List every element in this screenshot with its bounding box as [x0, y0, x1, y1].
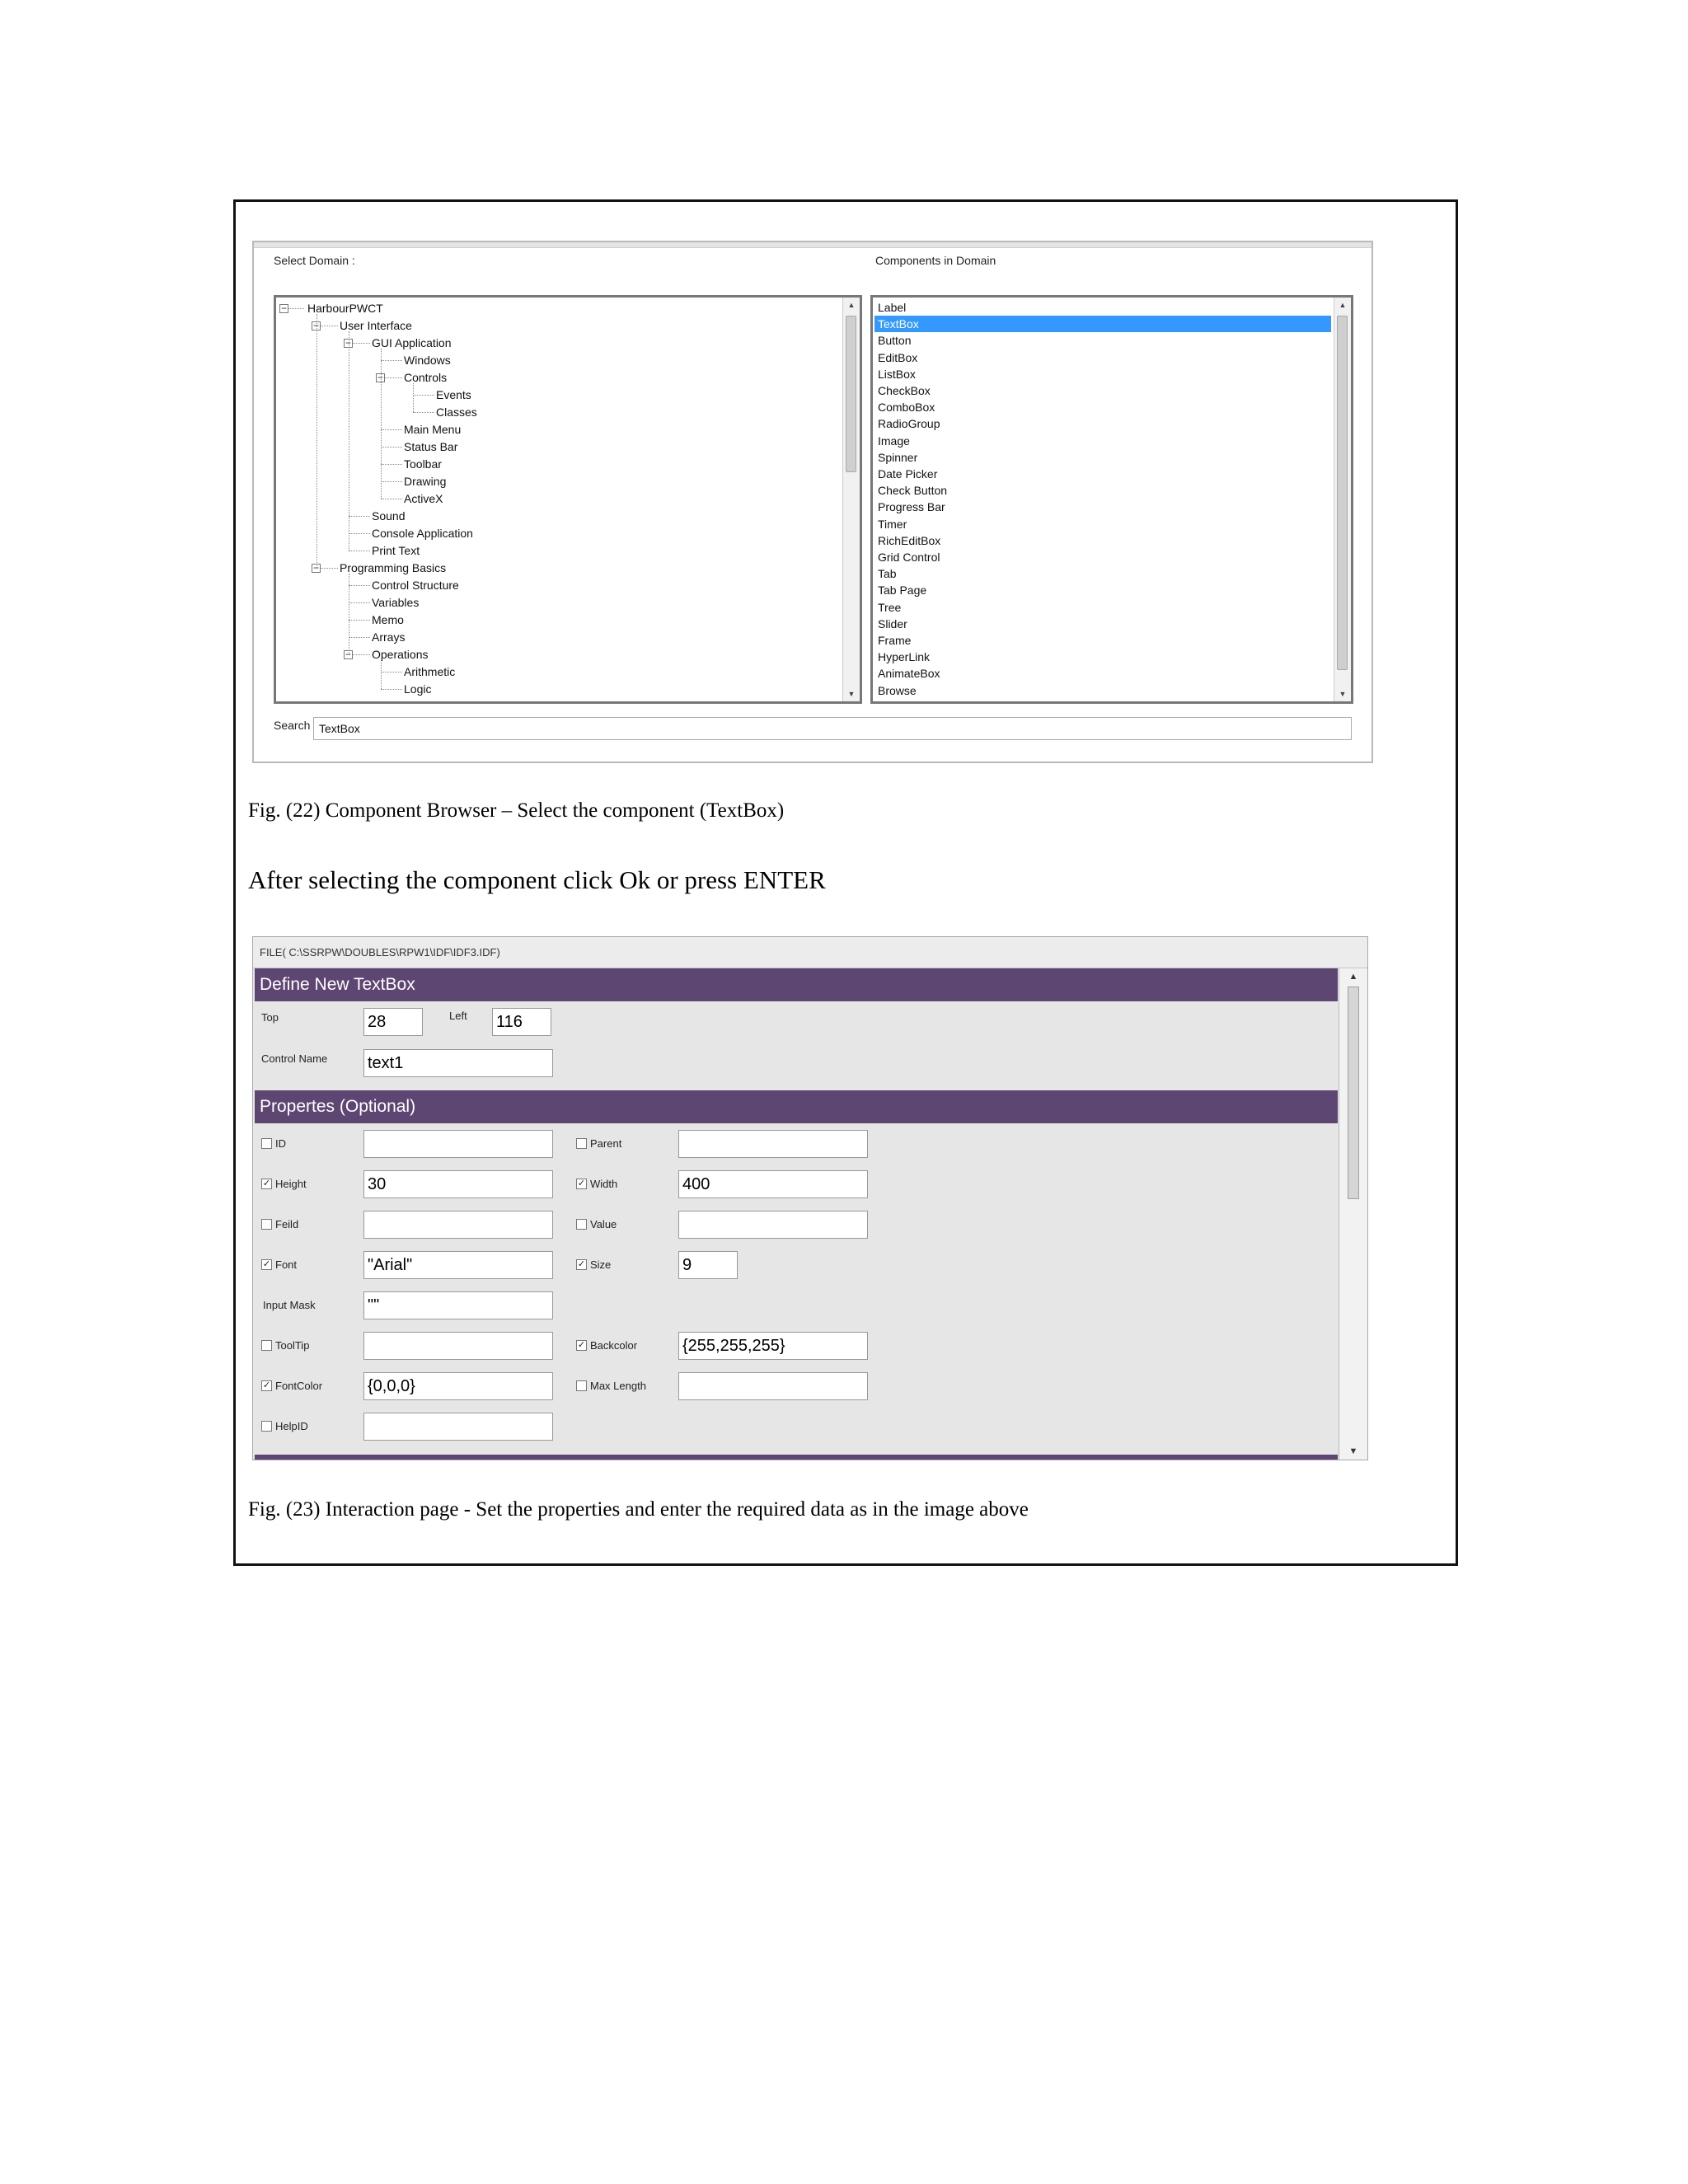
tree-node-gui-application[interactable]: GUI Application [372, 336, 452, 349]
form-scrollbar[interactable] [1339, 968, 1367, 1460]
parent-label: Parent [590, 1137, 622, 1150]
helpid-checkbox[interactable] [261, 1421, 272, 1432]
scroll-down-icon[interactable]: ▼ [1339, 690, 1347, 698]
list-item[interactable]: HyperLink [878, 650, 931, 664]
backcolor-input[interactable] [678, 1332, 868, 1360]
control-name-label: Control Name [261, 1052, 328, 1065]
domain-tree[interactable] [274, 295, 862, 704]
interaction-page [252, 936, 1368, 1460]
list-item[interactable]: Check Button [878, 484, 948, 498]
tree-node-toolbar[interactable]: Toolbar [404, 457, 442, 471]
left-input[interactable] [492, 1008, 551, 1036]
tree-node-user-interface[interactable]: User Interface [340, 319, 412, 332]
tooltip-input[interactable] [363, 1332, 553, 1360]
list-item[interactable]: RadioGroup [878, 417, 940, 431]
value-input[interactable] [678, 1211, 868, 1239]
size-label: Size [590, 1258, 612, 1271]
tree-scrollbar[interactable] [842, 298, 860, 701]
tree-node-controls[interactable]: Controls [404, 371, 448, 384]
helpid-label: HelpID [275, 1420, 308, 1432]
list-scrollbar[interactable] [1334, 298, 1351, 701]
input-mask-label: Input Mask [263, 1299, 316, 1311]
fontcolor-checkbox[interactable]: ✓ [262, 1380, 271, 1390]
value-checkbox[interactable] [576, 1219, 587, 1230]
tree-node-logic[interactable]: Logic [404, 682, 432, 696]
list-item[interactable]: Image [878, 434, 910, 448]
scroll-thumb[interactable] [1337, 316, 1348, 670]
id-checkbox[interactable] [261, 1138, 272, 1149]
tree-node-control-structure[interactable]: Control Structure [372, 579, 459, 592]
figure-23-caption: Fig. (23) Interaction page - Set the properties and enter the required data as in the image above [248, 1498, 1029, 1521]
font-label: Font [275, 1258, 298, 1271]
tree-collapse-icon[interactable]: − [312, 320, 319, 331]
scroll-down-icon[interactable]: ▼ [847, 690, 856, 698]
size-checkbox[interactable]: ✓ [577, 1259, 586, 1269]
domain-tree-content [276, 298, 842, 701]
list-item[interactable]: TextBox [874, 316, 1331, 332]
list-item[interactable]: Label [878, 301, 907, 314]
scroll-up-icon[interactable]: ▲ [1348, 972, 1358, 982]
tree-node-events[interactable]: Events [436, 388, 471, 401]
tree-node-activex[interactable]: ActiveX [404, 492, 443, 505]
list-item[interactable]: EditBox [878, 350, 918, 364]
list-item[interactable]: Tab Page [878, 583, 927, 598]
width-input[interactable] [678, 1170, 868, 1198]
list-item[interactable]: ComboBox [878, 401, 935, 415]
tooltip-checkbox[interactable] [261, 1340, 272, 1351]
list-item[interactable]: Button [878, 334, 912, 348]
id-input[interactable] [363, 1130, 553, 1158]
list-item[interactable]: Spinner [878, 450, 918, 464]
list-item[interactable]: RichEditBox [878, 533, 941, 547]
next-section-header [255, 1455, 1338, 1460]
tree-node-windows[interactable]: Windows [404, 354, 451, 367]
tree-collapse-icon[interactable]: − [377, 372, 383, 383]
feild-input[interactable] [363, 1211, 553, 1239]
tree-node-print-text[interactable]: Print Text [372, 544, 420, 557]
font-input[interactable] [363, 1251, 553, 1279]
tree-node-sound[interactable]: Sound [372, 509, 406, 523]
value-label: Value [590, 1218, 617, 1230]
list-item[interactable]: Tree [878, 600, 902, 614]
tree-node-arithmetic[interactable]: Arithmetic [404, 665, 456, 678]
maxlength-input[interactable] [678, 1372, 868, 1400]
file-path-bar: FILE( C:\SSRPW\DOUBLES\RPW1\IDF\IDF3.IDF) [253, 937, 1367, 968]
height-input[interactable] [363, 1170, 553, 1198]
font-checkbox[interactable]: ✓ [262, 1259, 271, 1269]
width-label: Width [590, 1178, 618, 1190]
list-item[interactable]: Progress Bar [878, 500, 945, 514]
feild-label: Feild [275, 1218, 299, 1230]
left-label: Left [449, 1010, 467, 1022]
properties-header: Propertes (Optional) [255, 1090, 1338, 1123]
components-in-domain-label: Components in Domain [875, 254, 996, 267]
feild-checkbox[interactable] [261, 1219, 272, 1230]
tree-node-programming-basics[interactable]: Programming Basics [340, 561, 447, 574]
height-checkbox[interactable]: ✓ [262, 1179, 271, 1188]
control-name-input[interactable] [363, 1049, 553, 1077]
list-item[interactable]: AnimateBox [878, 667, 940, 681]
tooltip-label: ToolTip [275, 1339, 310, 1352]
input-mask-input[interactable] [363, 1291, 553, 1319]
id-label: ID [275, 1137, 286, 1150]
tree-collapse-icon[interactable]: − [345, 337, 351, 349]
height-label: Height [275, 1178, 307, 1190]
fontcolor-label: FontColor [275, 1380, 323, 1392]
components-list[interactable] [870, 295, 1353, 704]
width-checkbox[interactable]: ✓ [577, 1179, 586, 1188]
tree-node-classes[interactable]: Classes [436, 405, 477, 419]
top-input[interactable] [363, 1008, 423, 1036]
parent-input[interactable] [678, 1130, 868, 1158]
figure-22-caption: Fig. (22) Component Browser – Select the component (TextBox) [248, 799, 785, 822]
maxlength-label: Max Length [590, 1380, 646, 1392]
backcolor-label: Backcolor [590, 1339, 638, 1352]
maxlength-checkbox[interactable] [576, 1380, 587, 1391]
scroll-thumb[interactable] [1348, 987, 1359, 1199]
tree-node-console-application[interactable]: Console Application [372, 527, 473, 540]
fontcolor-input[interactable] [363, 1372, 553, 1400]
backcolor-checkbox[interactable]: ✓ [577, 1340, 586, 1350]
tree-node-status-bar[interactable]: Status Bar [404, 440, 458, 453]
component-browser [252, 241, 1373, 763]
list-item[interactable]: Timer [878, 517, 907, 531]
list-item[interactable]: ListBox [878, 367, 916, 381]
tree-collapse-icon[interactable]: − [345, 649, 351, 660]
tree-node-main-menu[interactable]: Main Menu [404, 423, 462, 436]
list-item[interactable]: CheckBox [878, 384, 931, 397]
define-textbox-header: Define New TextBox [255, 968, 1338, 1001]
search-input[interactable] [313, 717, 1352, 740]
top-label: Top [261, 1011, 279, 1024]
tree-collapse-icon[interactable]: − [280, 302, 287, 314]
size-input[interactable] [678, 1251, 738, 1279]
list-item[interactable]: Grid Control [878, 551, 940, 564]
helpid-input[interactable] [363, 1413, 553, 1441]
tree-node-drawing[interactable]: Drawing [404, 475, 447, 488]
list-item[interactable]: Frame [878, 634, 912, 647]
scroll-up-icon[interactable]: ▲ [847, 301, 856, 309]
tree-node-memo[interactable]: Memo [372, 613, 404, 626]
tree-node-operations[interactable]: Operations [372, 648, 429, 661]
scroll-thumb[interactable] [846, 316, 856, 472]
parent-checkbox[interactable] [576, 1138, 587, 1149]
instruction-text: After selecting the component click Ok or press ENTER [248, 865, 826, 894]
tree-node-arrays[interactable]: Arrays [372, 630, 406, 644]
select-domain-label: Select Domain : [274, 254, 355, 267]
list-item[interactable]: Tab [878, 567, 897, 581]
list-item[interactable]: Slider [878, 616, 907, 630]
scroll-up-icon[interactable]: ▲ [1339, 301, 1347, 309]
scroll-down-icon[interactable]: ▼ [1348, 1446, 1358, 1456]
tree-node-harbourpwct[interactable]: HarbourPWCT [307, 302, 383, 315]
tree-collapse-icon[interactable]: − [312, 562, 319, 574]
list-item[interactable]: Browse [878, 683, 917, 697]
tree-node-variables[interactable]: Variables [372, 596, 420, 609]
list-item[interactable]: Date Picker [878, 467, 938, 480]
search-label: Search [274, 719, 311, 732]
